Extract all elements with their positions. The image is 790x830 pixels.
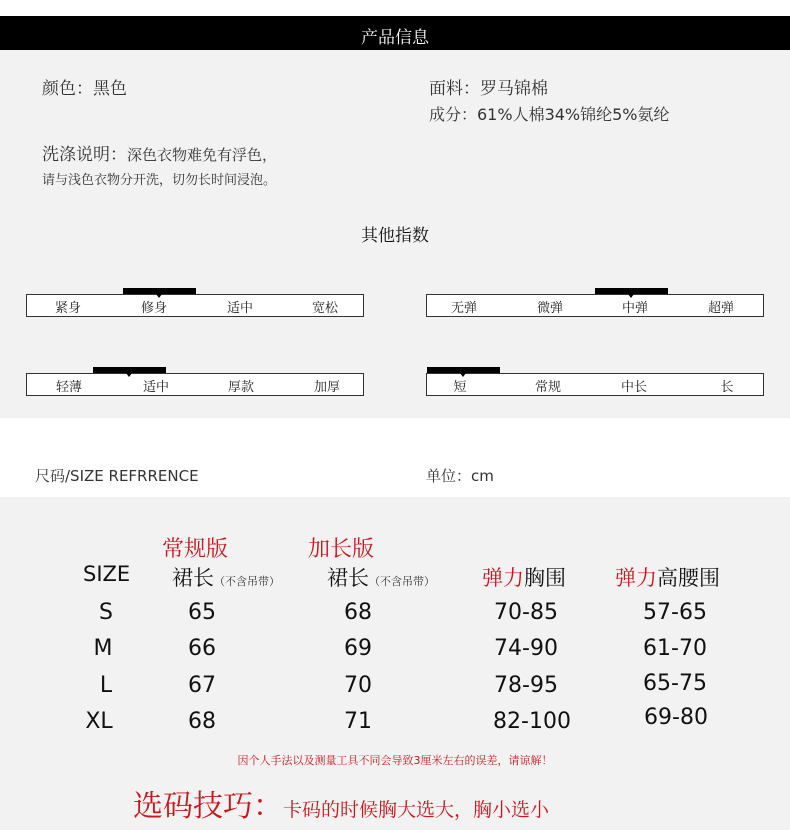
fit-label-slim: 修身: [140, 301, 168, 316]
regular-version-label: 常规版: [162, 537, 229, 562]
long-no-strap-note: （不含吊带）: [369, 575, 435, 588]
size-tip-text: 卡码的时候胸大选大，胸小选小: [283, 799, 550, 821]
wash-label: 洗涤说明：: [42, 145, 127, 165]
table-row-bust: 74-90: [494, 636, 558, 661]
elasticity-label-super: 超弹: [707, 301, 735, 316]
elasticity-label-medium: 中弹: [621, 301, 649, 316]
size-tip: [133, 781, 549, 825]
thickness-scale: [26, 373, 364, 396]
wash-instructions: [42, 140, 277, 165]
regular-length-header: [172, 562, 280, 592]
long-length-header: [327, 562, 435, 592]
waist-label: 高腰围: [657, 566, 720, 590]
table-row-waist: 69-80: [644, 705, 708, 730]
measurement-disclaimer: 因个人手法以及测量工具不同会导致3厘米左右的误差，请谅解！: [237, 754, 553, 767]
thickness-label-extra-thick: 加厚: [313, 380, 341, 395]
waist-elastic-label: 弹力: [615, 566, 657, 590]
length-scale: [426, 373, 764, 396]
elasticity-scale: [426, 294, 764, 317]
elasticity-label-slight: 微弹: [536, 301, 564, 316]
size-table: [0, 497, 790, 830]
fabric-info: 面料：罗马锦棉: [429, 79, 548, 99]
size-reference-title: 尺码/SIZE REFRRENCE: [35, 467, 199, 485]
table-row-regular: 68: [188, 709, 216, 734]
fit-label-tight: 紧身: [54, 301, 82, 316]
size-column-header: SIZE: [83, 562, 131, 586]
bust-elastic-label: 弹力: [482, 566, 524, 590]
table-row-size: S: [99, 600, 113, 625]
table-row-bust: 78-95: [494, 673, 558, 698]
header-bar: [0, 16, 790, 50]
table-row-long: 70: [344, 673, 372, 698]
table-row-waist: 61-70: [643, 636, 707, 661]
table-row-waist: 57-65: [643, 600, 707, 625]
table-row-bust: 82-100: [493, 709, 571, 734]
regular-no-strap-note: （不含吊带）: [214, 575, 280, 588]
composition-info: 成分：61%人棉34%锦纶5%氨纶: [429, 105, 670, 124]
wash-text-1: 深色衣物难免有浮色，: [127, 146, 278, 164]
table-row-bust: 70-85: [494, 600, 558, 625]
table-row-regular: 67: [188, 673, 216, 698]
bust-label: 胸围: [524, 566, 566, 590]
long-length-label: 裙长: [327, 566, 369, 590]
length-label-short: 短: [453, 380, 467, 395]
header-title: 产品信息: [361, 28, 429, 48]
table-row-long: 69: [344, 636, 372, 661]
thickness-label-thick: 厚款: [227, 380, 255, 395]
waist-header: [615, 562, 720, 592]
table-row-size: M: [93, 636, 113, 661]
wash-text-2: 请与浅色衣物分开洗，切勿长时间浸泡。: [42, 173, 277, 188]
size-tip-label: 选码技巧：: [133, 789, 283, 824]
fit-scale: [26, 294, 364, 317]
thickness-label-thin: 轻薄: [55, 380, 83, 395]
other-index-title: 其他指数: [361, 226, 429, 246]
fit-label-regular: 适中: [226, 301, 254, 316]
elasticity-label-none: 无弹: [450, 301, 478, 316]
thickness-label-medium: 适中: [142, 380, 170, 395]
table-row-size: L: [99, 673, 113, 698]
bust-header: [482, 562, 566, 592]
table-row-regular: 66: [188, 636, 216, 661]
color-info: 颜色：黑色: [42, 79, 127, 99]
length-label-regular: 常规: [534, 380, 562, 395]
table-row-regular: 65: [188, 600, 216, 625]
table-row-long: 68: [344, 600, 372, 625]
size-unit: 单位：cm: [426, 467, 494, 485]
fit-label-loose: 宽松: [311, 301, 339, 316]
table-row-long: 71: [344, 709, 372, 734]
thickness-marker-notch: [126, 373, 132, 377]
long-version-label: 加长版: [308, 537, 375, 562]
table-row-waist: 65-75: [643, 671, 707, 696]
table-row-size: XL: [85, 709, 113, 734]
length-label-long: 长: [720, 380, 734, 395]
regular-length-label: 裙长: [172, 566, 214, 590]
product-info-panel: [0, 50, 790, 418]
length-label-midi: 中长: [620, 380, 648, 395]
